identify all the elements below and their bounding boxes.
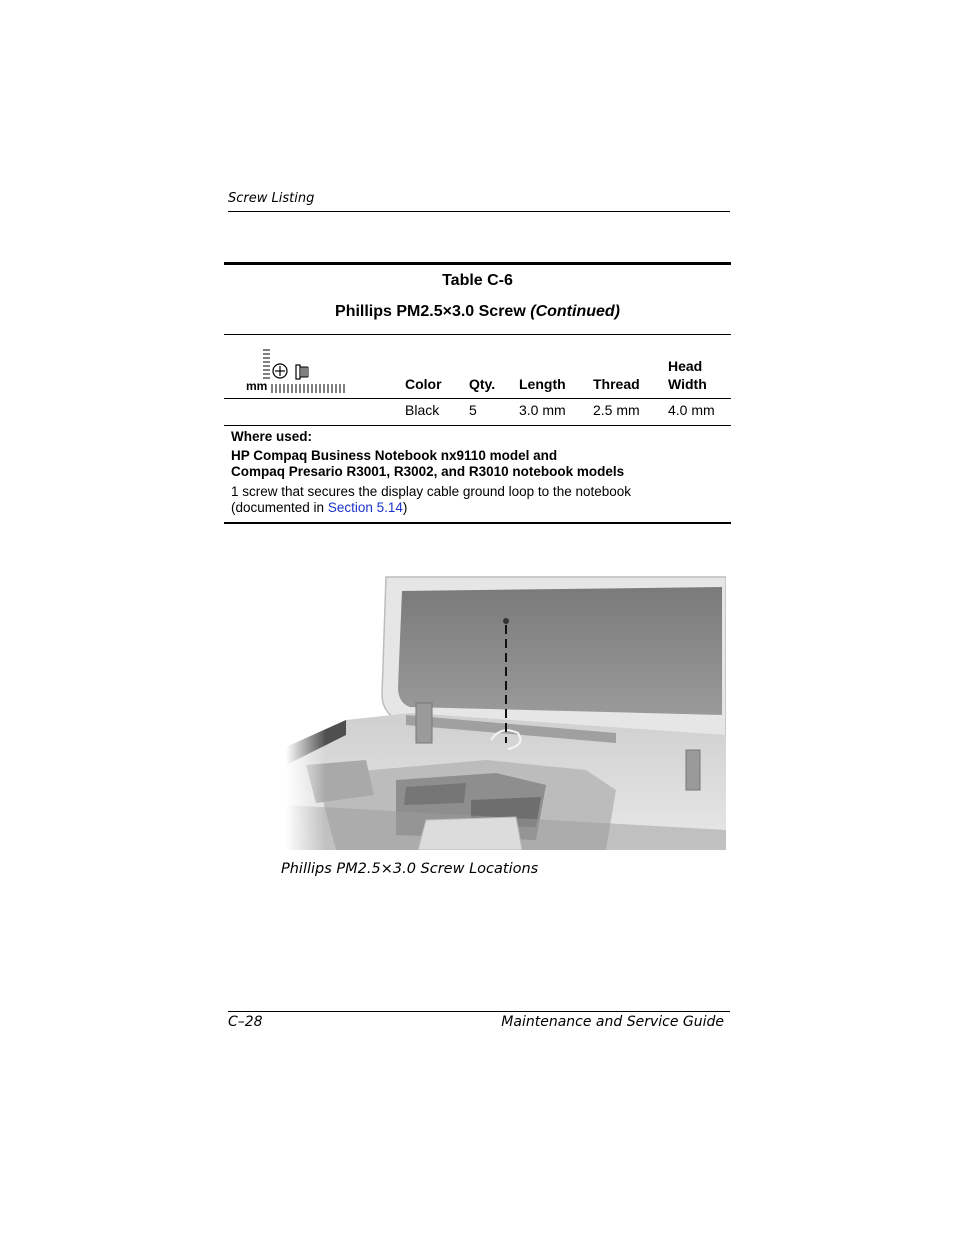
col-header-head-line2: Width — [668, 376, 707, 392]
cell-qty: 5 — [469, 402, 477, 418]
where-used-models-line2: Compaq Presario R3001, R3002, and R3010 notebook models — [231, 464, 625, 479]
table-number: Table C-6 — [442, 272, 513, 289]
cell-length: 3.0 mm — [519, 402, 566, 418]
where-used-desc-line2 — [231, 500, 407, 515]
section-link[interactable]: Section 5.14 — [327, 500, 403, 515]
col-header-head-line1: Head — [668, 358, 703, 374]
running-head: Screw Listing — [228, 191, 315, 206]
col-header-thread: Thread — [593, 376, 640, 392]
footer-page-number: C–28 — [228, 1014, 263, 1030]
where-used-desc-line1: 1 screw that secures the display cable ground loop to the notebook — [231, 484, 632, 499]
header-rule — [228, 211, 730, 212]
cell-thread: 2.5 mm — [593, 402, 640, 418]
where-used-models-line1: HP Compaq Business Notebook nx9110 model and — [231, 448, 558, 463]
cell-color: Black — [405, 402, 440, 418]
col-header-length: Length — [519, 376, 566, 392]
table-header-rule — [224, 334, 731, 335]
col-header-color: Color — [405, 376, 442, 392]
desc-suffix: ) — [402, 500, 408, 515]
table-title — [224, 303, 731, 321]
figure-caption: Phillips PM2.5×3.0 Screw Locations — [281, 861, 539, 877]
table-column-rule — [224, 398, 731, 399]
table-bottom-rule — [224, 522, 731, 524]
table-row-rule — [224, 425, 731, 426]
footer-rule — [228, 1011, 730, 1012]
col-header-qty: Qty. — [469, 376, 496, 392]
footer-guide-title: Maintenance and Service Guide — [501, 1014, 724, 1030]
table-title-suffix: (Continued) — [530, 303, 620, 320]
where-used-label: Where used: — [231, 429, 313, 444]
table-top-rule — [224, 262, 731, 265]
cell-head-width: 4.0 mm — [668, 402, 715, 418]
table-title-main: Phillips PM2.5×3.0 Screw — [335, 303, 526, 320]
desc-prefix: (documented in — [231, 500, 328, 515]
scale-unit-label: mm — [246, 379, 268, 393]
notebook-screw-illustration — [286, 575, 726, 850]
